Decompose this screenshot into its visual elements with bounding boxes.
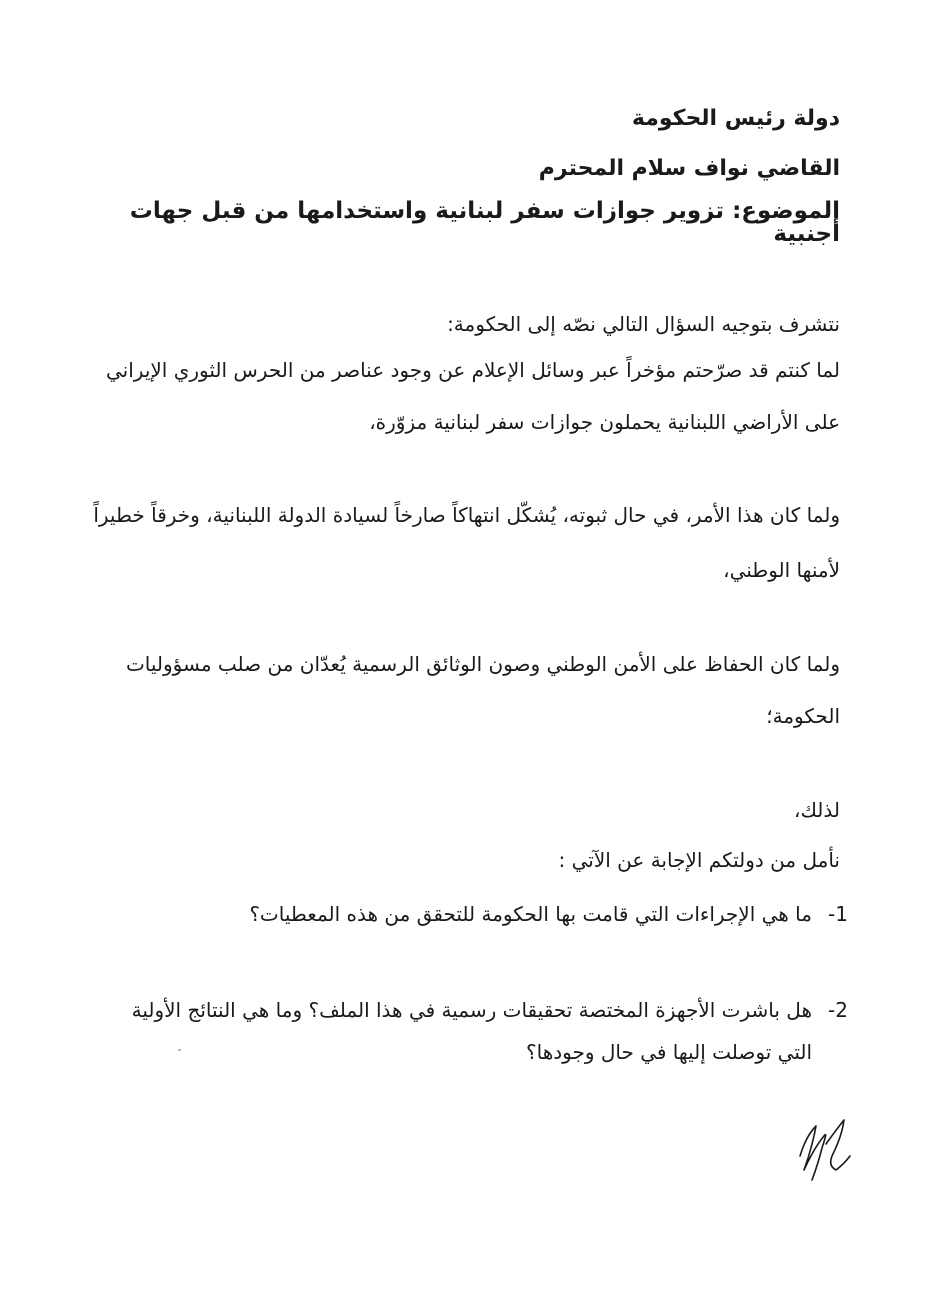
question-2-number: -2 [828, 998, 848, 1022]
paragraph-1-line-1: لما كنتم قد صرّحتم مؤخراً عبر وسائل الإعلام عن وجود عناصر من الحرس الثوري الإيراني [105, 358, 840, 382]
scan-speck [178, 1049, 181, 1051]
addressee-name: القاضي نواف سلام المحترم [538, 156, 840, 181]
paragraph-1-line-2: على الأراضي اللبنانية يحملون جوازات سفر لبنانية مزوّرة، [369, 410, 840, 434]
paragraph-3-line-2: الحكومة؛ [766, 704, 840, 728]
therefore-text: لذلك، [794, 798, 840, 822]
question-1-number: -1 [828, 902, 848, 926]
addressee-title: دولة رئيس الحكومة [631, 106, 840, 131]
subject-line: الموضوع: تزوير جوازات سفر لبنانية واستخدامها من قبل جهات أجنبية [129, 198, 840, 247]
paragraph-2-line-1: ولما كان هذا الأمر، في حال ثبوته، يُشكّل انتهاكاً صارخاً لسيادة الدولة اللبنانية، وخرقاً خطيراً [93, 503, 840, 527]
signature-mark [792, 1108, 854, 1188]
question-2-text-line-1: هل باشرت الأجهزة المختصة تحقيقات رسمية في هذا الملف؟ وما هي النتائج الأولية [131, 998, 812, 1022]
intro-text: نتشرف بتوجيه السؤال التالي نصّه إلى الحكومة: [447, 312, 840, 336]
request-text: نأمل من دولتكم الإجابة عن الآتي : [558, 848, 840, 872]
paragraph-3-line-1: ولما كان الحفاظ على الأمن الوطني وصون الوثائق الرسمية يُعدّان من صلب مسؤوليات [125, 652, 840, 676]
question-2-text-line-2: التي توصلت إليها في حال وجودها؟ [525, 1040, 812, 1064]
question-1-text: ما هي الإجراءات التي قامت بها الحكومة للتحقق من هذه المعطيات؟ [249, 902, 812, 926]
paragraph-2-line-2: لأمنها الوطني، [723, 558, 840, 582]
